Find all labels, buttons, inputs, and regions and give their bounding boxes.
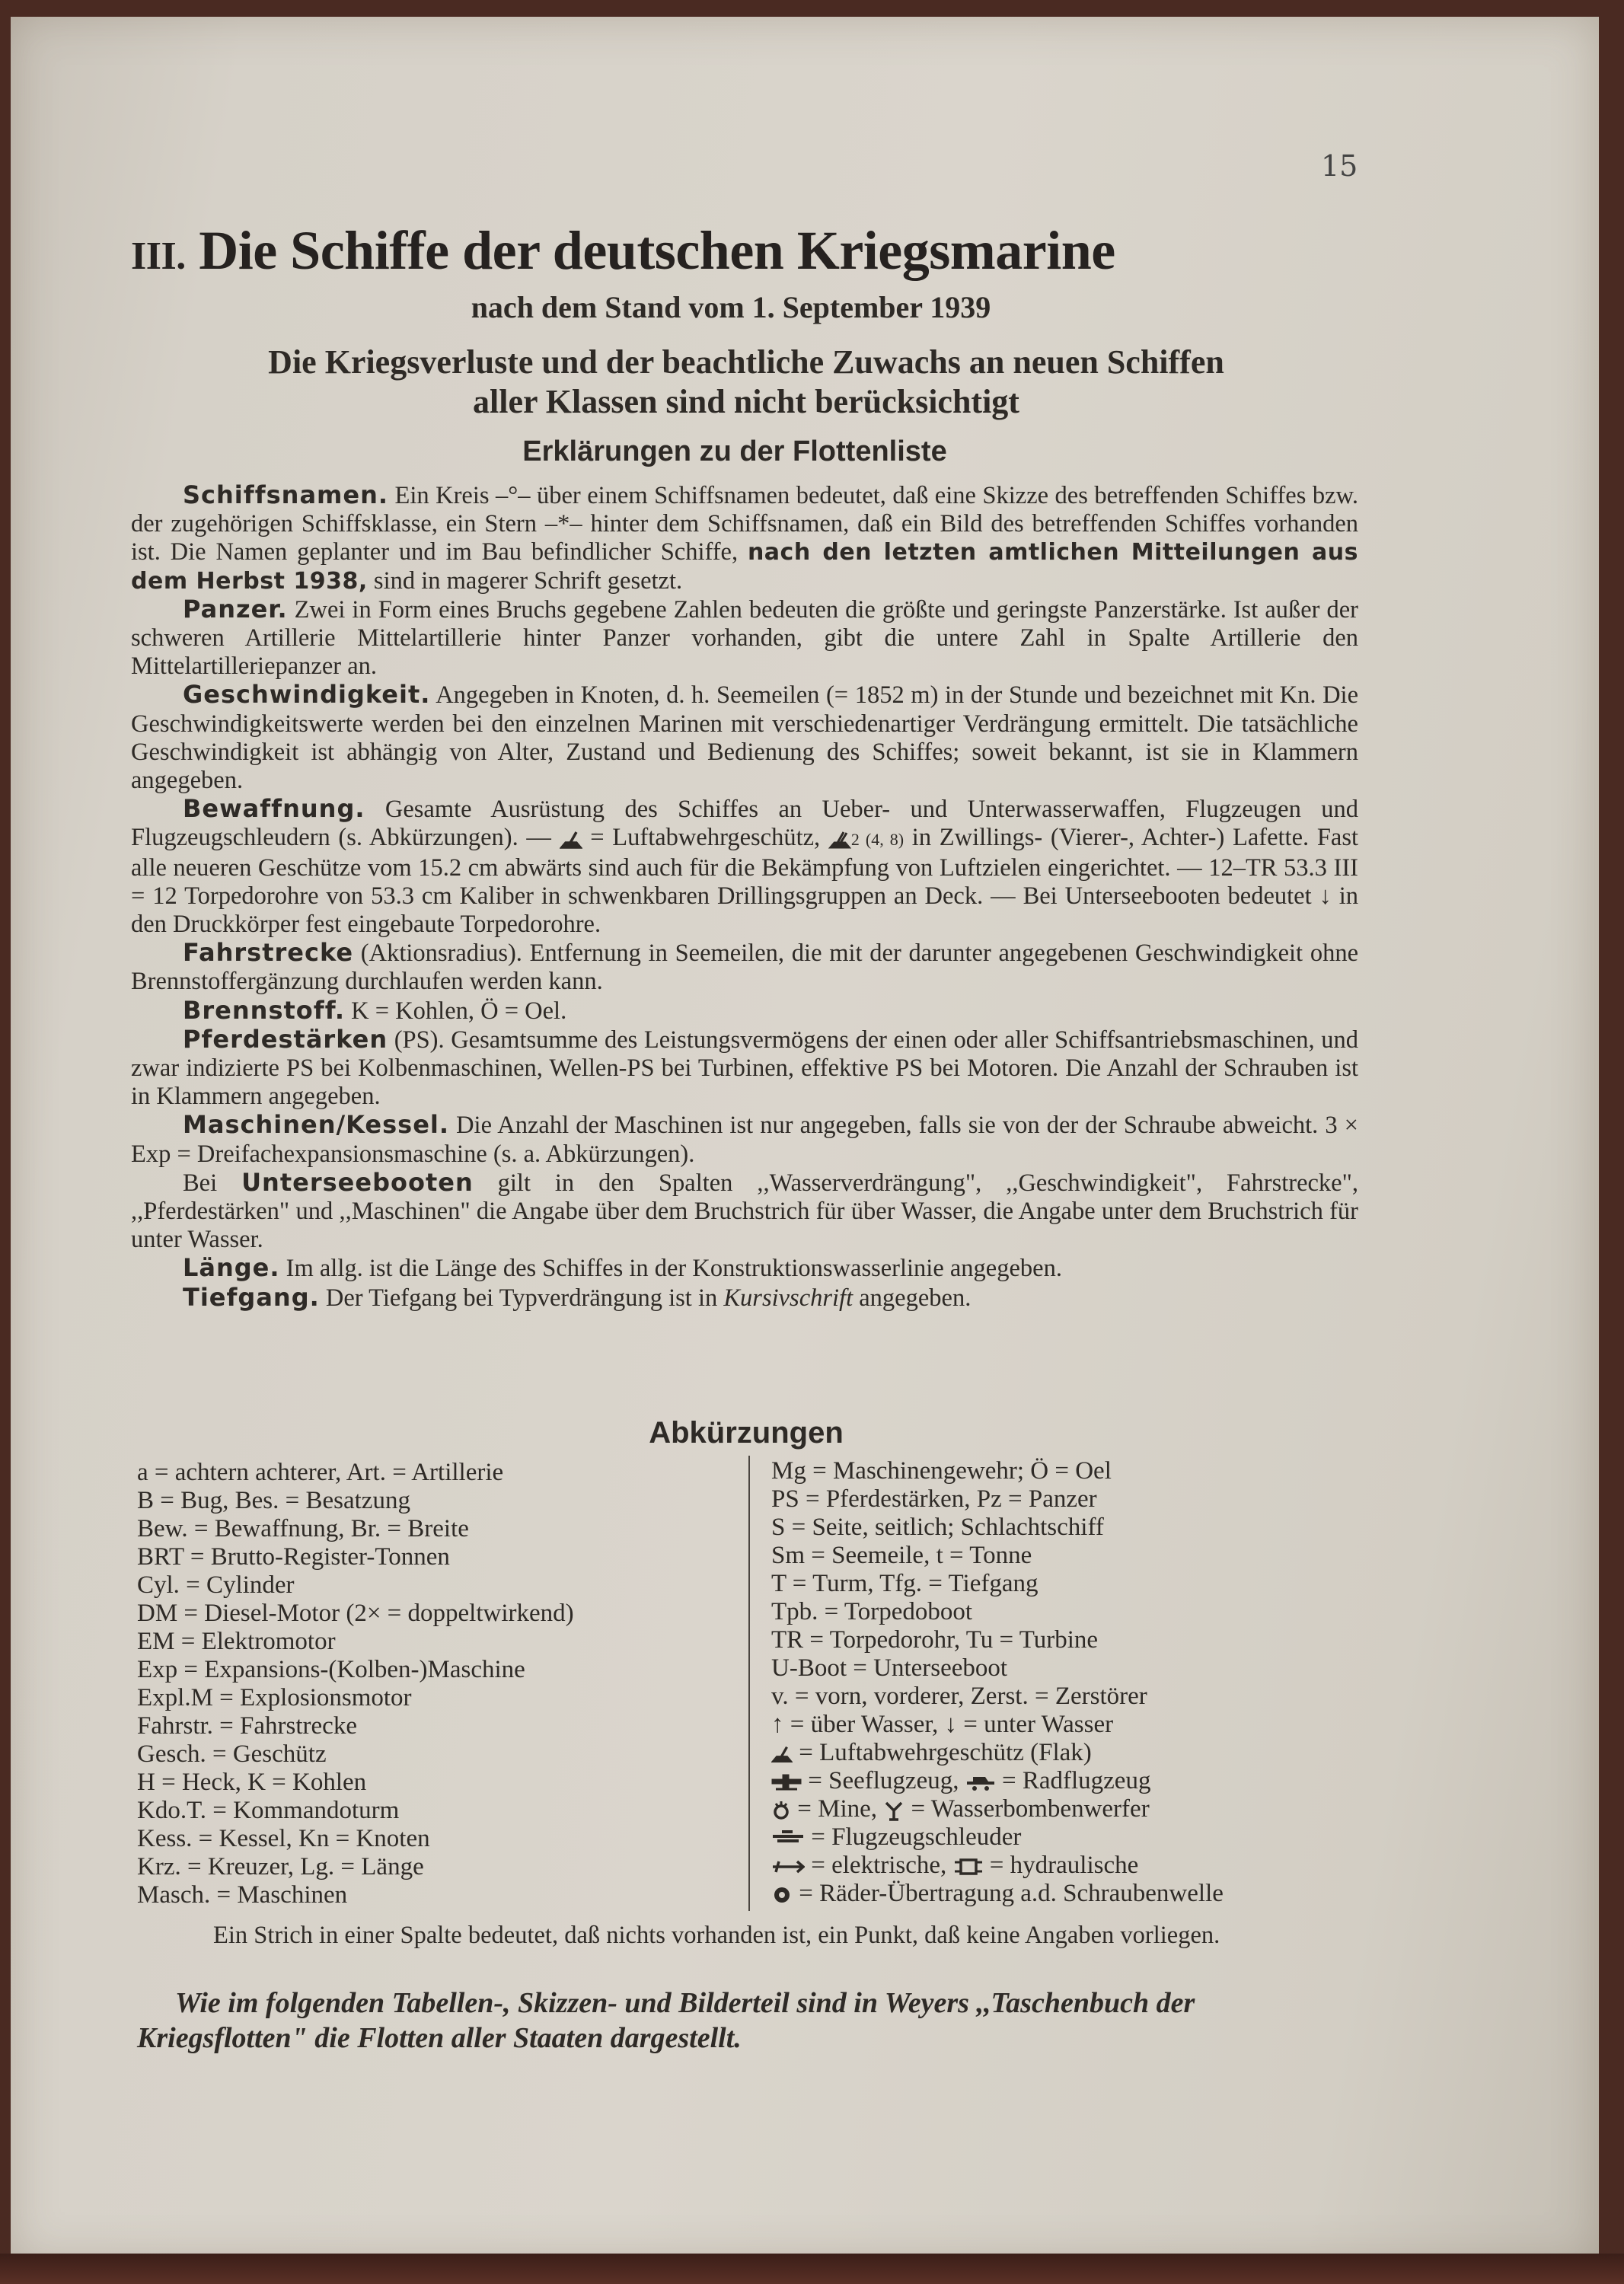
abbreviation-text: = Mine, (797, 1795, 878, 1823)
paragraph-text: (Aktionsradius). Entfernung in Seemeilen, die mit der darunter angegebenen Geschwindigkeit ohne Brennstoffergänzung durchlaufen werden kann. (131, 939, 1358, 996)
paragraph-text: Der Tiefgang bei Typverdrängung ist in (319, 1284, 724, 1312)
paragraph-brennstoff (131, 997, 1358, 1026)
abbreviation-item: ↑ = über Wasser, ↓ = unter Wasser (771, 1711, 1114, 1738)
bold-text: nach den letzten amtlichen Mitteilungen aus dem Herbst 1938, (131, 539, 1358, 595)
paragraph-text: Angegeben in Knoten, d. h. Seemeilen (= 1852 m) in der Stunde und bezeichnet mit Kn. Die Geschwindigkeitswerte werden bei den einzelnen Marinen mit verschiedenartiger Verdrängung ermittelt. Die tatsächliche Geschwindigkeit ist abhängig von Alter, Zustand und Bedienung des Schiffes; soweit bekannt, ist sie in Klammern angegeben. (131, 681, 1358, 795)
abbreviation-item: Mg = Maschinengewehr; Ö = Oel (771, 1457, 1112, 1485)
paragraph-text: Zwei in Form eines Bruchs gegebene Zahlen bedeuten die größte und geringste Panzerstärke. Ist außer der schweren Artillerie Mittelartillerie hinter Panzer vorhanden, gibt die untere Zahl in Spalte Artillerie den Mittelartilleriepanzer an. (131, 595, 1358, 681)
column-divider (748, 1456, 750, 1911)
abbreviations-right-column (771, 1457, 1380, 1908)
disclaimer-line: aller Klassen sind nicht berücksichtigt (473, 383, 1019, 420)
paragraph-pferdestaerken (131, 1026, 1358, 1112)
paragraph-text: sind in magerer Schrift gesetzt. (367, 566, 683, 595)
term-fahrstrecke: Fahrstrecke (183, 938, 354, 968)
abbreviation-text: = Radflugzeug (1001, 1767, 1151, 1794)
paragraph-text: K = Kohlen, Ö = Oel. (345, 997, 567, 1025)
term-brennstoff: Brennstoff. (183, 995, 346, 1025)
disclaimer-line: Die Kriegsverluste und der beachtliche Zuwachs an neuen Schiffen (268, 343, 1224, 381)
abbreviation-item (771, 1823, 1380, 1852)
term-laenge: Länge. (183, 1253, 280, 1283)
abbreviation-text: = Luftabwehrgeschütz (Flak) (799, 1739, 1092, 1766)
closing-note: Wie im folgenden Tabellen-, Skizzen- und Bilderteil sind in Weyers ,,Taschenbuch der Kriegsflotten" die Flotten aller Staaten dargestellt. (137, 1987, 1195, 2054)
abbreviation-item: Exp = Expansions-(Kolben-)Maschine (137, 1656, 525, 1683)
abbreviation-item: Fahrstr. = Fahrstrecke (137, 1712, 357, 1740)
term-maschinen: Maschinen/Kessel. (183, 1110, 450, 1140)
abbreviation-item (771, 1739, 1380, 1767)
term-panzer: Panzer. (183, 594, 288, 624)
abbreviation-item: DM = Diesel-Motor (2× = doppeltwirkend) (137, 1600, 574, 1627)
flak-icon (771, 1743, 793, 1765)
paragraph-text: (PS). Gesamtsumme des Leistungsvermögens der einen oder aller Schiffsantriebsmaschinen, und zwar indizierte PS bei Kolbenmaschinen, Wellen-PS bei Turbinen, effektive PS bei Motoren. Die Anzahl der Schrauben ist in Klammern angegeben. (131, 1026, 1358, 1111)
abbreviation-item (771, 1852, 1380, 1880)
term-schiffsnamen: Schiffsnamen. (183, 480, 389, 509)
abbreviations-left-column (137, 1459, 739, 1909)
paragraph-bewaffnung (131, 795, 1358, 939)
abbreviation-item: TR = Torpedorohr, Tu = Turbine (771, 1626, 1099, 1654)
abbreviation-text: = Wasserbombenwerfer (911, 1795, 1150, 1823)
seaplane-icon (771, 1772, 802, 1792)
paragraph-fahrstrecke (131, 939, 1358, 996)
paragraph-laenge (131, 1254, 1358, 1283)
paragraph-panzer (131, 595, 1358, 681)
abbreviation-item (771, 1795, 1380, 1823)
paragraph-geschwindigkeit (131, 681, 1358, 795)
hydraulic-drive-icon (953, 1856, 984, 1877)
paragraph-tiefgang (131, 1284, 1358, 1313)
catapult-icon (771, 1829, 805, 1849)
abbreviation-text: = elektrische, (811, 1852, 947, 1879)
abbreviation-item: Masch. = Maschinen (137, 1881, 348, 1909)
paragraph-schiffsnamen (131, 481, 1358, 595)
abbreviation-item: Expl.M = Explosionsmotor (137, 1684, 412, 1711)
term-geschwindigkeit: Geschwindigkeit. (183, 680, 431, 710)
abbreviation-item: v. = vorn, vorderer, Zerst. = Zerstörer (771, 1683, 1147, 1710)
paragraph-text: Ein Kreis –°– über einem Schiffsnamen bedeutet, daß eine Skizze des betreffenden Schiffes bzw. der zugehörigen Schiffsklasse, ein Stern –*– hinter dem Schiffsnamen, daß ein Bild des betreffenden Schiffes vorhanden ist. Die Namen geplanter und im Bau befindlicher Schiffe, (131, 482, 1358, 566)
term-bewaffnung: Bewaffnung. (183, 794, 365, 824)
disclaimer-note (137, 343, 1355, 422)
paragraph-text: = Luftabwehrgeschütz, (582, 824, 828, 852)
abbreviation-item: Cyl. = Cylinder (137, 1571, 295, 1599)
page-number: 15 (1321, 149, 1358, 183)
footnote: Ein Strich in einer Spalte bedeutet, daß nichts vorhanden ist, ein Punkt, daß keine Angaben vorliegen. (213, 1922, 1220, 1949)
title-number: III. (131, 234, 186, 278)
abbreviation-item: Gesch. = Geschütz (137, 1740, 327, 1768)
abbreviation-item: Tpb. = Torpedoboot (771, 1598, 973, 1625)
abbreviation-item (771, 1767, 1380, 1795)
abbreviation-item: BRT = Brutto-Register-Tonnen (137, 1543, 450, 1571)
subscript-text: 2 (4, 8) (850, 830, 905, 850)
abbreviation-item: Kess. = Kessel, Kn = Knoten (137, 1825, 430, 1852)
paragraph-text: Bei (183, 1169, 242, 1197)
abbreviation-item: S = Seite, seitlich; Schlachtschiff (771, 1514, 1104, 1541)
abbreviation-item: B = Bug, Bes. = Besatzung (137, 1487, 410, 1514)
abbreviation-item: T = Turm, Tfg. = Tiefgang (771, 1570, 1039, 1597)
term-tiefgang: Tiefgang. (183, 1282, 320, 1312)
abbreviation-item: H = Heck, K = Kohlen (137, 1769, 367, 1796)
explanations-body (131, 481, 1358, 1313)
abbreviation-item: EM = Elektromotor (137, 1628, 336, 1655)
paragraph-unterseeboote (131, 1169, 1358, 1255)
paragraph-text: in Zwillings- (Vierer-, Achter-) Lafette. Fast alle neueren Geschütze vom 15.2 cm abwärts sind auch für die Bekämpfung von Luftzielen eingerichtet. — 12–TR 53.3 III = 12 Torpedorohre von 53.3 cm Kaliber in schwenkbaren Drillingsgruppen an Deck. — Bei Unterseebooten bedeutet ↓ in den Druckkörper fest eingebaute Torpedorohre. (131, 824, 1358, 939)
paragraph-text: gilt in den Spalten ,,Wasserverdrängung", ,,Geschwindigkeit", Fahrstrecke", ,,Pferdestärken" und ,,Maschinen" die Angabe über dem Bruchstrich für über Wasser, die Angabe unter dem Bruchstrich für unter Wasser. (131, 1169, 1358, 1254)
abbreviation-item: Sm = Seemeile, t = Tonne (771, 1542, 1032, 1569)
abbreviation-text: = Flugzeugschleuder (811, 1823, 1022, 1851)
page-edge-shadow (0, 2254, 1624, 2284)
abbreviation-item: Bew. = Bewaffnung, Br. = Breite (137, 1515, 469, 1542)
italic-text: Kursivschrift (723, 1284, 853, 1312)
abbreviation-text: = hydraulische (989, 1852, 1139, 1879)
depth-charge-thrower-icon (883, 1800, 905, 1821)
term-unterseeboote: Unterseebooten (241, 1167, 474, 1197)
abbreviation-text: = Räder-Übertragung a.d. Schraubenwelle (799, 1880, 1224, 1907)
wheeled-plane-icon (965, 1772, 996, 1792)
flak-icon (560, 829, 582, 850)
abbreviations-heading: Abkürzungen (649, 1416, 844, 1450)
abbreviation-item: U-Boot = Unterseeboot (771, 1654, 1008, 1682)
term-pferdestaerken: Pferdestärken (183, 1024, 388, 1054)
flak-twin-icon (828, 829, 851, 850)
abbreviation-item (771, 1880, 1380, 1908)
paragraph-text: Gesamte Ausrüstung des Schiffes an Ueber- und Unterwasserwaffen, Flugzeugen und Flugzeugschleudern (s. Abkürzungen). — (131, 796, 1358, 852)
explanations-heading: Erklärungen zu der Flottenliste (522, 435, 947, 467)
abbreviation-item: Kdo.T. = Kommandoturm (137, 1797, 400, 1824)
paragraph-text: Im allg. ist die Länge des Schiffes in der Konstruktionswasserlinie angegeben. (279, 1255, 1062, 1283)
mine-icon (771, 1800, 791, 1821)
paragraph-text: angegeben. (853, 1284, 972, 1312)
paragraph-maschinen (131, 1111, 1358, 1168)
abbreviation-item: PS = Pferdestärken, Pz = Panzer (771, 1485, 1097, 1513)
abbreviation-item: a = achtern achterer, Art. = Artillerie (137, 1459, 504, 1486)
abbreviation-item: Krz. = Kreuzer, Lg. = Länge (137, 1853, 424, 1880)
abbreviation-text: = Seeflugzeug, (808, 1767, 959, 1794)
gear-transmission-icon (771, 1884, 793, 1906)
paragraph-text: Die Anzahl der Maschinen ist nur angegeben, falls sie von der der Schraube abweicht. 3 × Exp = Dreifachexpansionsmaschine (s. a. Abkürzungen). (131, 1112, 1358, 1168)
page-title (131, 219, 1364, 282)
electric-drive-icon (771, 1857, 805, 1877)
page-subtitle: nach dem Stand vom 1. September 1939 (471, 290, 991, 324)
title-text: Die Schiffe der deutschen Kriegsmarine (199, 220, 1115, 281)
